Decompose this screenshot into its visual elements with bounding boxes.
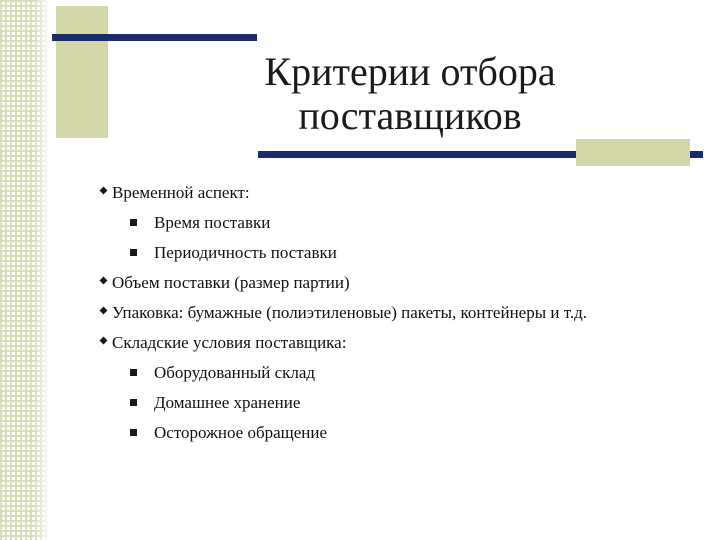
criterion-item [100,178,710,208]
accent-block-bottom-right [576,139,690,166]
diamond-bullet-icon [100,187,108,195]
criterion-label: Объем поставки (размер партии) [112,273,350,292]
square-bullet-icon [130,399,137,406]
sub-criterion-item [100,358,710,388]
criterion-item [100,298,710,328]
criterion-label: Временной аспект: [112,183,250,202]
slide-title-line-2: поставщиков [298,93,522,138]
sub-criterion-item [100,238,710,268]
sub-criterion-item [100,208,710,238]
diamond-bullet-icon [100,307,108,315]
square-bullet-icon [130,369,137,376]
criterion-item [100,328,710,358]
sub-criterion-label: Осторожное обращение [154,423,328,442]
slide-title [200,50,620,138]
sub-criterion-label: Домашнее хранение [154,393,301,412]
sub-criterion-label: Время поставки [154,213,271,232]
sub-criterion-item [100,418,710,448]
criterion-item [100,268,710,298]
square-bullet-icon [130,429,137,436]
sub-criterion-item [100,388,710,418]
criteria-list [100,178,710,448]
slide-title-line-1: Критерии отбора [264,49,556,94]
criterion-label: Складские условия поставщика: [112,333,347,352]
stripes-fade [0,0,48,540]
title-rule-top [52,34,257,41]
criterion-label: Упаковка: бумажные (полиэтиленовые) пакеты, контейнеры и т.д. [112,303,588,322]
diamond-bullet-icon [100,277,108,285]
square-bullet-icon [130,219,137,226]
accent-block-top-left [56,6,108,138]
square-bullet-icon [130,249,137,256]
diamond-bullet-icon [100,337,108,345]
sub-criterion-label: Периодичность поставки [154,243,337,262]
sub-criterion-label: Оборудованный склад [154,363,316,382]
